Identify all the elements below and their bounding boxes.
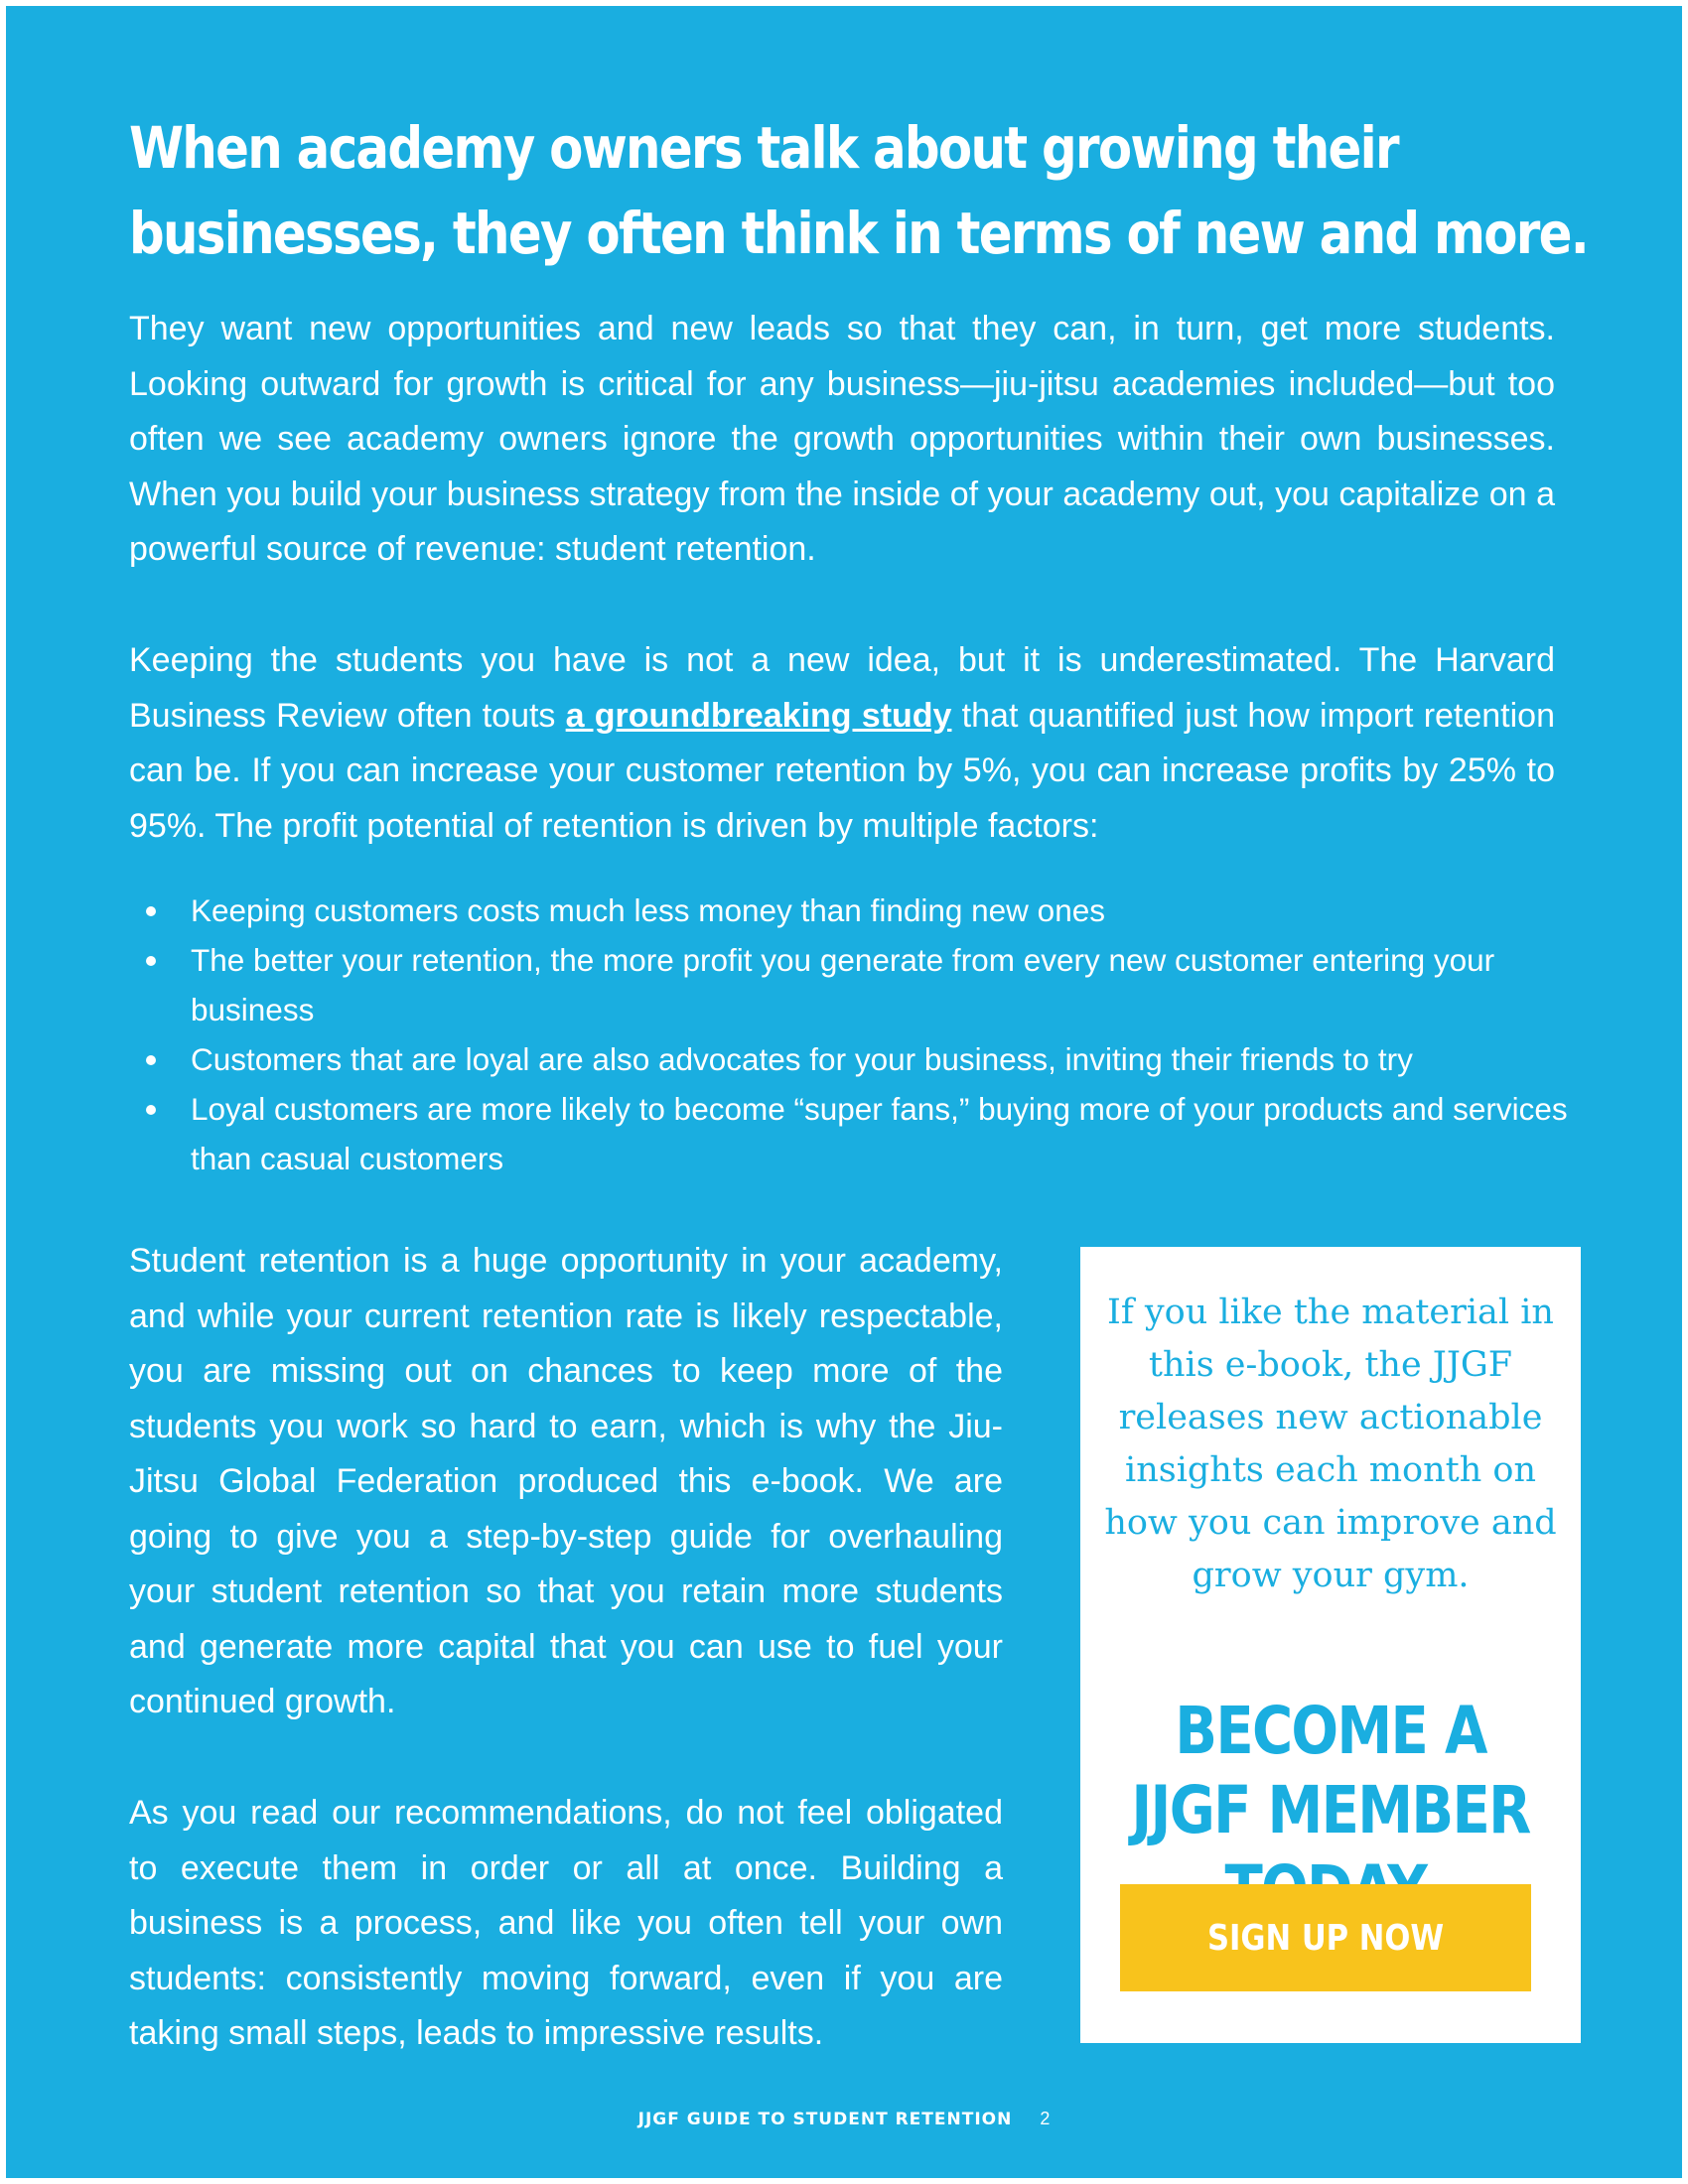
membership-promo-box	[1080, 1247, 1581, 2043]
headline-line-1: When academy owners talk about growing their	[129, 114, 1398, 182]
page-footer	[6, 2109, 1682, 2129]
list-item: The better your retention, the more profit you generate from every new customer entering your business	[129, 935, 1569, 1034]
sign-up-now-button[interactable]	[1120, 1884, 1531, 1991]
headline-line-2: businesses, they often think in terms of new and more.	[129, 200, 1589, 267]
study-text-after: that quantified just how import retention can be. If you can increase your customer retention by 5%, you can increase profits by 25% to 95%. The profit potential of retention is driven by multiple factors:	[129, 696, 1556, 845]
headline	[129, 105, 1589, 276]
become-member-heading: BECOME A JJGF MEMBER	[1131, 1693, 1530, 1848]
promo-text: If you like the material in this e-book, the JJGF releases new actionable insights each month on how you can improve and grow your gym.	[1104, 1293, 1557, 1595]
list-item: Keeping customers costs much less money than finding new ones	[129, 886, 1569, 935]
groundbreaking-study-link[interactable]: a groundbreaking study	[565, 696, 952, 735]
study-paragraph	[129, 633, 1555, 854]
retention-opportunity-paragraph: Student retention is a huge opportunity in your academy, and while your current retention rate is likely respectable, you are missing out on chances to keep more of the students you work so hard to earn, which is why the Jiu-Jitsu Global Federation produced this e-book. We are going to give you a step-by-step guide for overhauling your student retention so that you retain more students and generate more capital that you can use to fuel your continued growth.	[129, 1242, 1003, 1720]
list-item: Customers that are loyal are also advocates for your business, inviting their friends to try	[129, 1034, 1569, 1084]
page-number: 2	[1040, 2109, 1051, 2128]
intro-paragraph: They want new opportunities and new leads so that they can, in turn, get more students. Looking outward for growth is critical for any business—jiu-jitsu academies included—but too often we see academy owners ignore the growth opportunities within their own businesses. When you build your business strategy from the inside of your academy out, you capitalize on a powerful source of revenue: student retention.	[129, 310, 1555, 568]
study-text-before: Keeping the students you have is not a new idea, but it is underestimated. The Harvard Business Review often touts	[129, 641, 1555, 735]
footer-title: JJGF GUIDE TO STUDENT RETENTION	[637, 2110, 1013, 2129]
list-item: Loyal customers are more likely to become “super fans,” buying more of your products and services than casual customers	[129, 1084, 1569, 1183]
page	[6, 6, 1682, 2178]
sign-up-button-label: SIGN UP NOW	[1206, 1917, 1445, 1959]
recommendations-paragraph: As you read our recommendations, do not feel obligated to execute them in order or all at once. Building a business is a process, and like you often tell your own students: consistently moving forward, even if you are taking small steps, leads to impressive results.	[129, 1794, 1003, 2052]
factors-list	[129, 886, 1569, 1183]
